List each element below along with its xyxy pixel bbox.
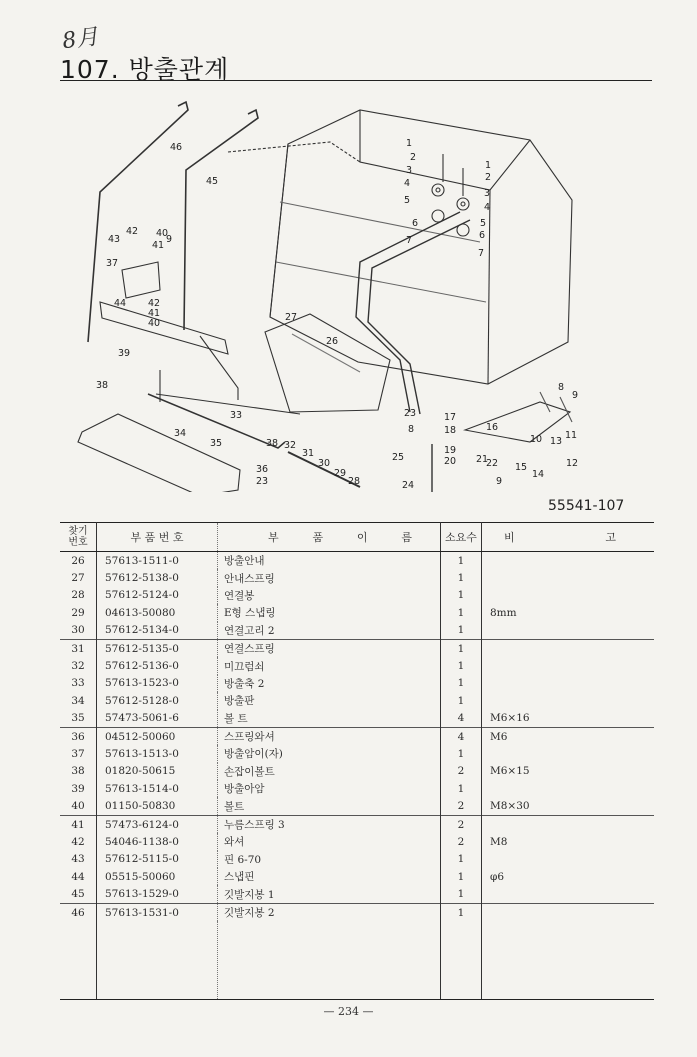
cell-part-number: 57612-5124-0 xyxy=(97,587,218,604)
cell-remarks xyxy=(482,815,655,833)
svg-text:39: 39 xyxy=(118,348,131,359)
cell-part-number: 57613-1523-0 xyxy=(97,675,218,692)
cell-part-name: 미끄럼쇠 xyxy=(218,657,441,674)
table-row xyxy=(60,763,654,780)
cell-part-number: 57613-1511-0 xyxy=(97,552,218,570)
svg-text:2: 2 xyxy=(410,152,417,163)
cell-remarks: M6×15 xyxy=(490,765,530,778)
svg-text:18: 18 xyxy=(444,425,457,436)
svg-text:4: 4 xyxy=(484,202,491,213)
cell-part-name: 손잡이볼트 xyxy=(218,763,441,780)
table-row xyxy=(60,604,654,621)
cell-remarks xyxy=(482,657,655,674)
cell-quantity: 1 xyxy=(441,552,482,570)
svg-text:17: 17 xyxy=(444,412,457,423)
table-row xyxy=(60,552,654,570)
svg-text:5: 5 xyxy=(480,218,487,229)
cell-part-name: 방출안내 xyxy=(218,552,441,570)
svg-text:1: 1 xyxy=(406,138,413,149)
svg-text:44: 44 xyxy=(114,298,127,309)
cell-reference-number: 26 xyxy=(60,552,97,570)
header-part-number: 부 품 번 호 xyxy=(97,523,218,552)
svg-text:32: 32 xyxy=(284,440,297,451)
cell-part-number: 04613-50080 xyxy=(97,604,218,621)
exploded-parts-diagram xyxy=(60,92,652,492)
svg-text:31: 31 xyxy=(302,448,315,459)
header-reference-number: 찾기 번호 xyxy=(60,523,97,552)
cell-quantity: 1 xyxy=(441,885,482,903)
parts-table-header xyxy=(60,523,654,552)
svg-text:2: 2 xyxy=(485,172,492,183)
svg-text:43: 43 xyxy=(108,234,121,245)
svg-text:6: 6 xyxy=(479,230,486,241)
cell-quantity: 2 xyxy=(441,815,482,833)
svg-text:38: 38 xyxy=(96,380,109,391)
bracket xyxy=(122,262,160,298)
cell-quantity: 1 xyxy=(441,745,482,762)
page-number: — 234 — xyxy=(323,1005,374,1018)
svg-text:9: 9 xyxy=(572,390,579,401)
parts-table xyxy=(60,522,654,1000)
flag-rod-45 xyxy=(184,110,258,330)
cell-quantity: 1 xyxy=(441,851,482,868)
release-rods xyxy=(356,212,470,414)
cell-remarks: M8×30 xyxy=(490,800,530,813)
housing-outline xyxy=(270,110,572,384)
cell-quantity: 1 xyxy=(441,569,482,586)
table-row xyxy=(60,692,654,709)
cell-part-number: 57473-6124-0 xyxy=(97,815,218,833)
cell-part-number: 01150-50830 xyxy=(97,797,218,815)
cell-reference-number: 32 xyxy=(60,657,97,674)
header-part-name: 부 품 이 름 xyxy=(218,523,441,552)
cell-quantity: 2 xyxy=(441,763,482,780)
cell-part-number: 54046-1138-0 xyxy=(97,833,218,850)
cell-part-name: 연결고리 2 xyxy=(218,622,441,640)
cell-quantity: 1 xyxy=(441,692,482,709)
cell-part-name: 볼 트 xyxy=(218,710,441,728)
cell-reference-number: 35 xyxy=(60,710,97,728)
cell-part-name: 방출암이(자) xyxy=(218,745,441,762)
table-row xyxy=(60,622,654,640)
cell-remarks xyxy=(482,552,655,570)
cell-quantity: 1 xyxy=(441,868,482,885)
cell-part-name: 볼트 xyxy=(218,797,441,815)
cell-part-name: 스냅핀 xyxy=(218,868,441,885)
table-blank-row xyxy=(60,921,654,1000)
cell-quantity: 1 xyxy=(441,604,482,621)
cell-reference-number: 34 xyxy=(60,692,97,709)
cell-reference-number: 33 xyxy=(60,675,97,692)
cell-part-number: 57612-5115-0 xyxy=(97,851,218,868)
table-row xyxy=(60,851,654,868)
cell-part-number: 01820-50615 xyxy=(97,763,218,780)
svg-text:21: 21 xyxy=(476,454,489,465)
guide-plate xyxy=(265,314,390,412)
table-row xyxy=(60,587,654,604)
svg-text:46: 46 xyxy=(170,142,183,153)
cell-quantity: 2 xyxy=(441,833,482,850)
cell-part-name: 누름스프링 3 xyxy=(218,815,441,833)
cell-reference-number: 28 xyxy=(60,587,97,604)
svg-text:34: 34 xyxy=(174,428,187,439)
cell-part-name: 깃발지봉 1 xyxy=(218,885,441,903)
table-row xyxy=(60,657,654,674)
cell-quantity: 1 xyxy=(441,657,482,674)
header-quantity: 소요수 xyxy=(441,523,482,552)
svg-text:38: 38 xyxy=(266,438,279,449)
cell-reference-number: 45 xyxy=(60,885,97,903)
cell-part-name: 깃발지봉 2 xyxy=(218,903,441,921)
svg-text:25: 25 xyxy=(392,452,405,463)
cell-part-number: 57612-5138-0 xyxy=(97,569,218,586)
section-number: 107. xyxy=(60,55,120,84)
cell-part-number: 57613-1531-0 xyxy=(97,903,218,921)
cell-part-number: 57612-5136-0 xyxy=(97,657,218,674)
cell-reference-number: 31 xyxy=(60,639,97,657)
svg-text:23: 23 xyxy=(404,408,417,419)
svg-text:24: 24 xyxy=(402,480,415,491)
svg-text:30: 30 xyxy=(318,458,331,469)
table-row xyxy=(60,885,654,903)
table-row xyxy=(60,745,654,762)
cell-remarks xyxy=(482,587,655,604)
svg-text:16: 16 xyxy=(486,422,499,433)
svg-text:41: 41 xyxy=(148,308,161,319)
cell-reference-number: 39 xyxy=(60,780,97,797)
cell-remarks: M8 xyxy=(490,835,508,848)
svg-text:42: 42 xyxy=(148,298,161,309)
cell-part-name: 연결봉 xyxy=(218,587,441,604)
svg-text:3: 3 xyxy=(406,165,413,176)
cell-part-name: 핀 6-70 xyxy=(218,851,441,868)
cell-quantity: 4 xyxy=(441,710,482,728)
svg-text:1: 1 xyxy=(485,160,492,171)
svg-text:29: 29 xyxy=(334,468,347,479)
svg-text:7: 7 xyxy=(478,248,485,259)
svg-text:6: 6 xyxy=(412,218,419,229)
cell-part-name: 방출판 xyxy=(218,692,441,709)
cell-reference-number: 38 xyxy=(60,763,97,780)
cell-remarks: M6 xyxy=(482,727,655,745)
table-row xyxy=(60,675,654,692)
header-remarks: 비 고 xyxy=(482,523,655,552)
section-title: 방출관계 xyxy=(128,55,230,84)
washer xyxy=(432,184,444,196)
svg-text:33: 33 xyxy=(230,410,243,421)
svg-text:12: 12 xyxy=(566,458,579,469)
svg-text:15: 15 xyxy=(515,462,528,473)
cell-remarks: φ6 xyxy=(490,870,505,883)
svg-text:8: 8 xyxy=(558,382,565,393)
svg-text:11: 11 xyxy=(565,430,578,441)
cell-remarks xyxy=(482,569,655,586)
svg-text:9: 9 xyxy=(166,234,173,245)
cell-quantity: 2 xyxy=(441,797,482,815)
title-divider xyxy=(60,80,652,81)
cell-reference-number: 27 xyxy=(60,569,97,586)
table-row xyxy=(60,797,654,815)
cell-part-number: 57612-5134-0 xyxy=(97,622,218,640)
cell-quantity: 1 xyxy=(441,639,482,657)
svg-text:28: 28 xyxy=(348,476,361,487)
svg-text:4: 4 xyxy=(404,178,411,189)
svg-text:27: 27 xyxy=(285,312,298,323)
cell-quantity: 4 xyxy=(441,727,482,745)
table-row xyxy=(60,569,654,586)
cell-part-number: 57612-5128-0 xyxy=(97,692,218,709)
cell-part-number: 57612-5135-0 xyxy=(97,639,218,657)
table-row xyxy=(60,780,654,797)
cell-reference-number: 42 xyxy=(60,833,97,850)
svg-text:41: 41 xyxy=(152,240,165,251)
cell-quantity: 1 xyxy=(441,675,482,692)
cell-reference-number: 43 xyxy=(60,851,97,868)
cell-reference-number: 29 xyxy=(60,604,97,621)
table-row xyxy=(60,833,654,850)
cell-quantity: 1 xyxy=(441,780,482,797)
handwritten-note: 8月 xyxy=(60,24,100,55)
cell-reference-number: 41 xyxy=(60,815,97,833)
cell-reference-number: 36 xyxy=(60,727,97,745)
cell-part-number: 57613-1513-0 xyxy=(97,745,218,762)
cell-remarks xyxy=(482,885,655,903)
cell-remarks xyxy=(482,780,655,797)
cell-remarks xyxy=(482,903,655,921)
svg-text:40: 40 xyxy=(148,318,161,329)
cell-reference-number: 37 xyxy=(60,745,97,762)
cell-part-number: 57613-1514-0 xyxy=(97,780,218,797)
svg-text:26: 26 xyxy=(326,336,339,347)
svg-text:45: 45 xyxy=(206,176,219,187)
cell-part-number: 57473-5061-6 xyxy=(97,710,218,728)
cell-remarks xyxy=(482,745,655,762)
cell-remarks xyxy=(482,639,655,657)
cell-part-name: 연결스프링 xyxy=(218,639,441,657)
cell-part-number: 05515-50060 xyxy=(97,868,218,885)
svg-text:22: 22 xyxy=(486,458,499,469)
table-row xyxy=(60,903,654,921)
svg-text:35: 35 xyxy=(210,438,223,449)
cell-remarks xyxy=(482,622,655,640)
table-row xyxy=(60,727,654,745)
cell-remarks: M6×16 xyxy=(490,712,530,725)
cell-reference-number: 40 xyxy=(60,797,97,815)
cell-quantity: 1 xyxy=(441,587,482,604)
cell-part-number: 04512-50060 xyxy=(97,727,218,745)
flag-rod-46 xyxy=(88,102,188,342)
svg-text:20: 20 xyxy=(444,456,457,467)
cell-part-name: 방출아암 xyxy=(218,780,441,797)
cell-reference-number: 44 xyxy=(60,868,97,885)
svg-text:14: 14 xyxy=(532,469,545,480)
release-arm xyxy=(100,302,228,354)
cell-remarks: 8mm xyxy=(490,606,517,619)
cell-part-name: 안내스프링 xyxy=(218,569,441,586)
cell-part-name: E형 스냅링 xyxy=(218,604,441,621)
svg-text:40: 40 xyxy=(156,228,169,239)
svg-text:9: 9 xyxy=(496,476,503,487)
parts-table-body xyxy=(60,552,654,1000)
svg-text:42: 42 xyxy=(126,226,139,237)
svg-text:36: 36 xyxy=(256,464,269,475)
table-row xyxy=(60,639,654,657)
svg-text:8: 8 xyxy=(408,424,415,435)
figure-code: 55541-107 xyxy=(548,498,625,514)
cell-quantity: 1 xyxy=(441,622,482,640)
cell-part-name: 스프링와셔 xyxy=(218,727,441,745)
table-row xyxy=(60,815,654,833)
cell-part-number: 57613-1529-0 xyxy=(97,885,218,903)
svg-text:19: 19 xyxy=(444,445,457,456)
cell-reference-number: 46 xyxy=(60,903,97,921)
cell-remarks xyxy=(482,692,655,709)
svg-text:7: 7 xyxy=(406,235,413,246)
svg-text:3: 3 xyxy=(484,188,491,199)
cell-part-name: 방출축 2 xyxy=(218,675,441,692)
svg-text:13: 13 xyxy=(550,436,563,447)
table-row xyxy=(60,868,654,885)
release-plate xyxy=(78,414,240,492)
cell-remarks xyxy=(482,851,655,868)
svg-text:37: 37 xyxy=(106,258,119,269)
cell-remarks xyxy=(482,675,655,692)
cell-reference-number: 30 xyxy=(60,622,97,640)
cell-part-name: 와셔 xyxy=(218,833,441,850)
svg-text:5: 5 xyxy=(404,195,411,206)
cell-quantity: 1 xyxy=(441,903,482,921)
svg-text:23: 23 xyxy=(256,476,269,487)
table-row xyxy=(60,710,654,728)
svg-text:10: 10 xyxy=(530,434,543,445)
